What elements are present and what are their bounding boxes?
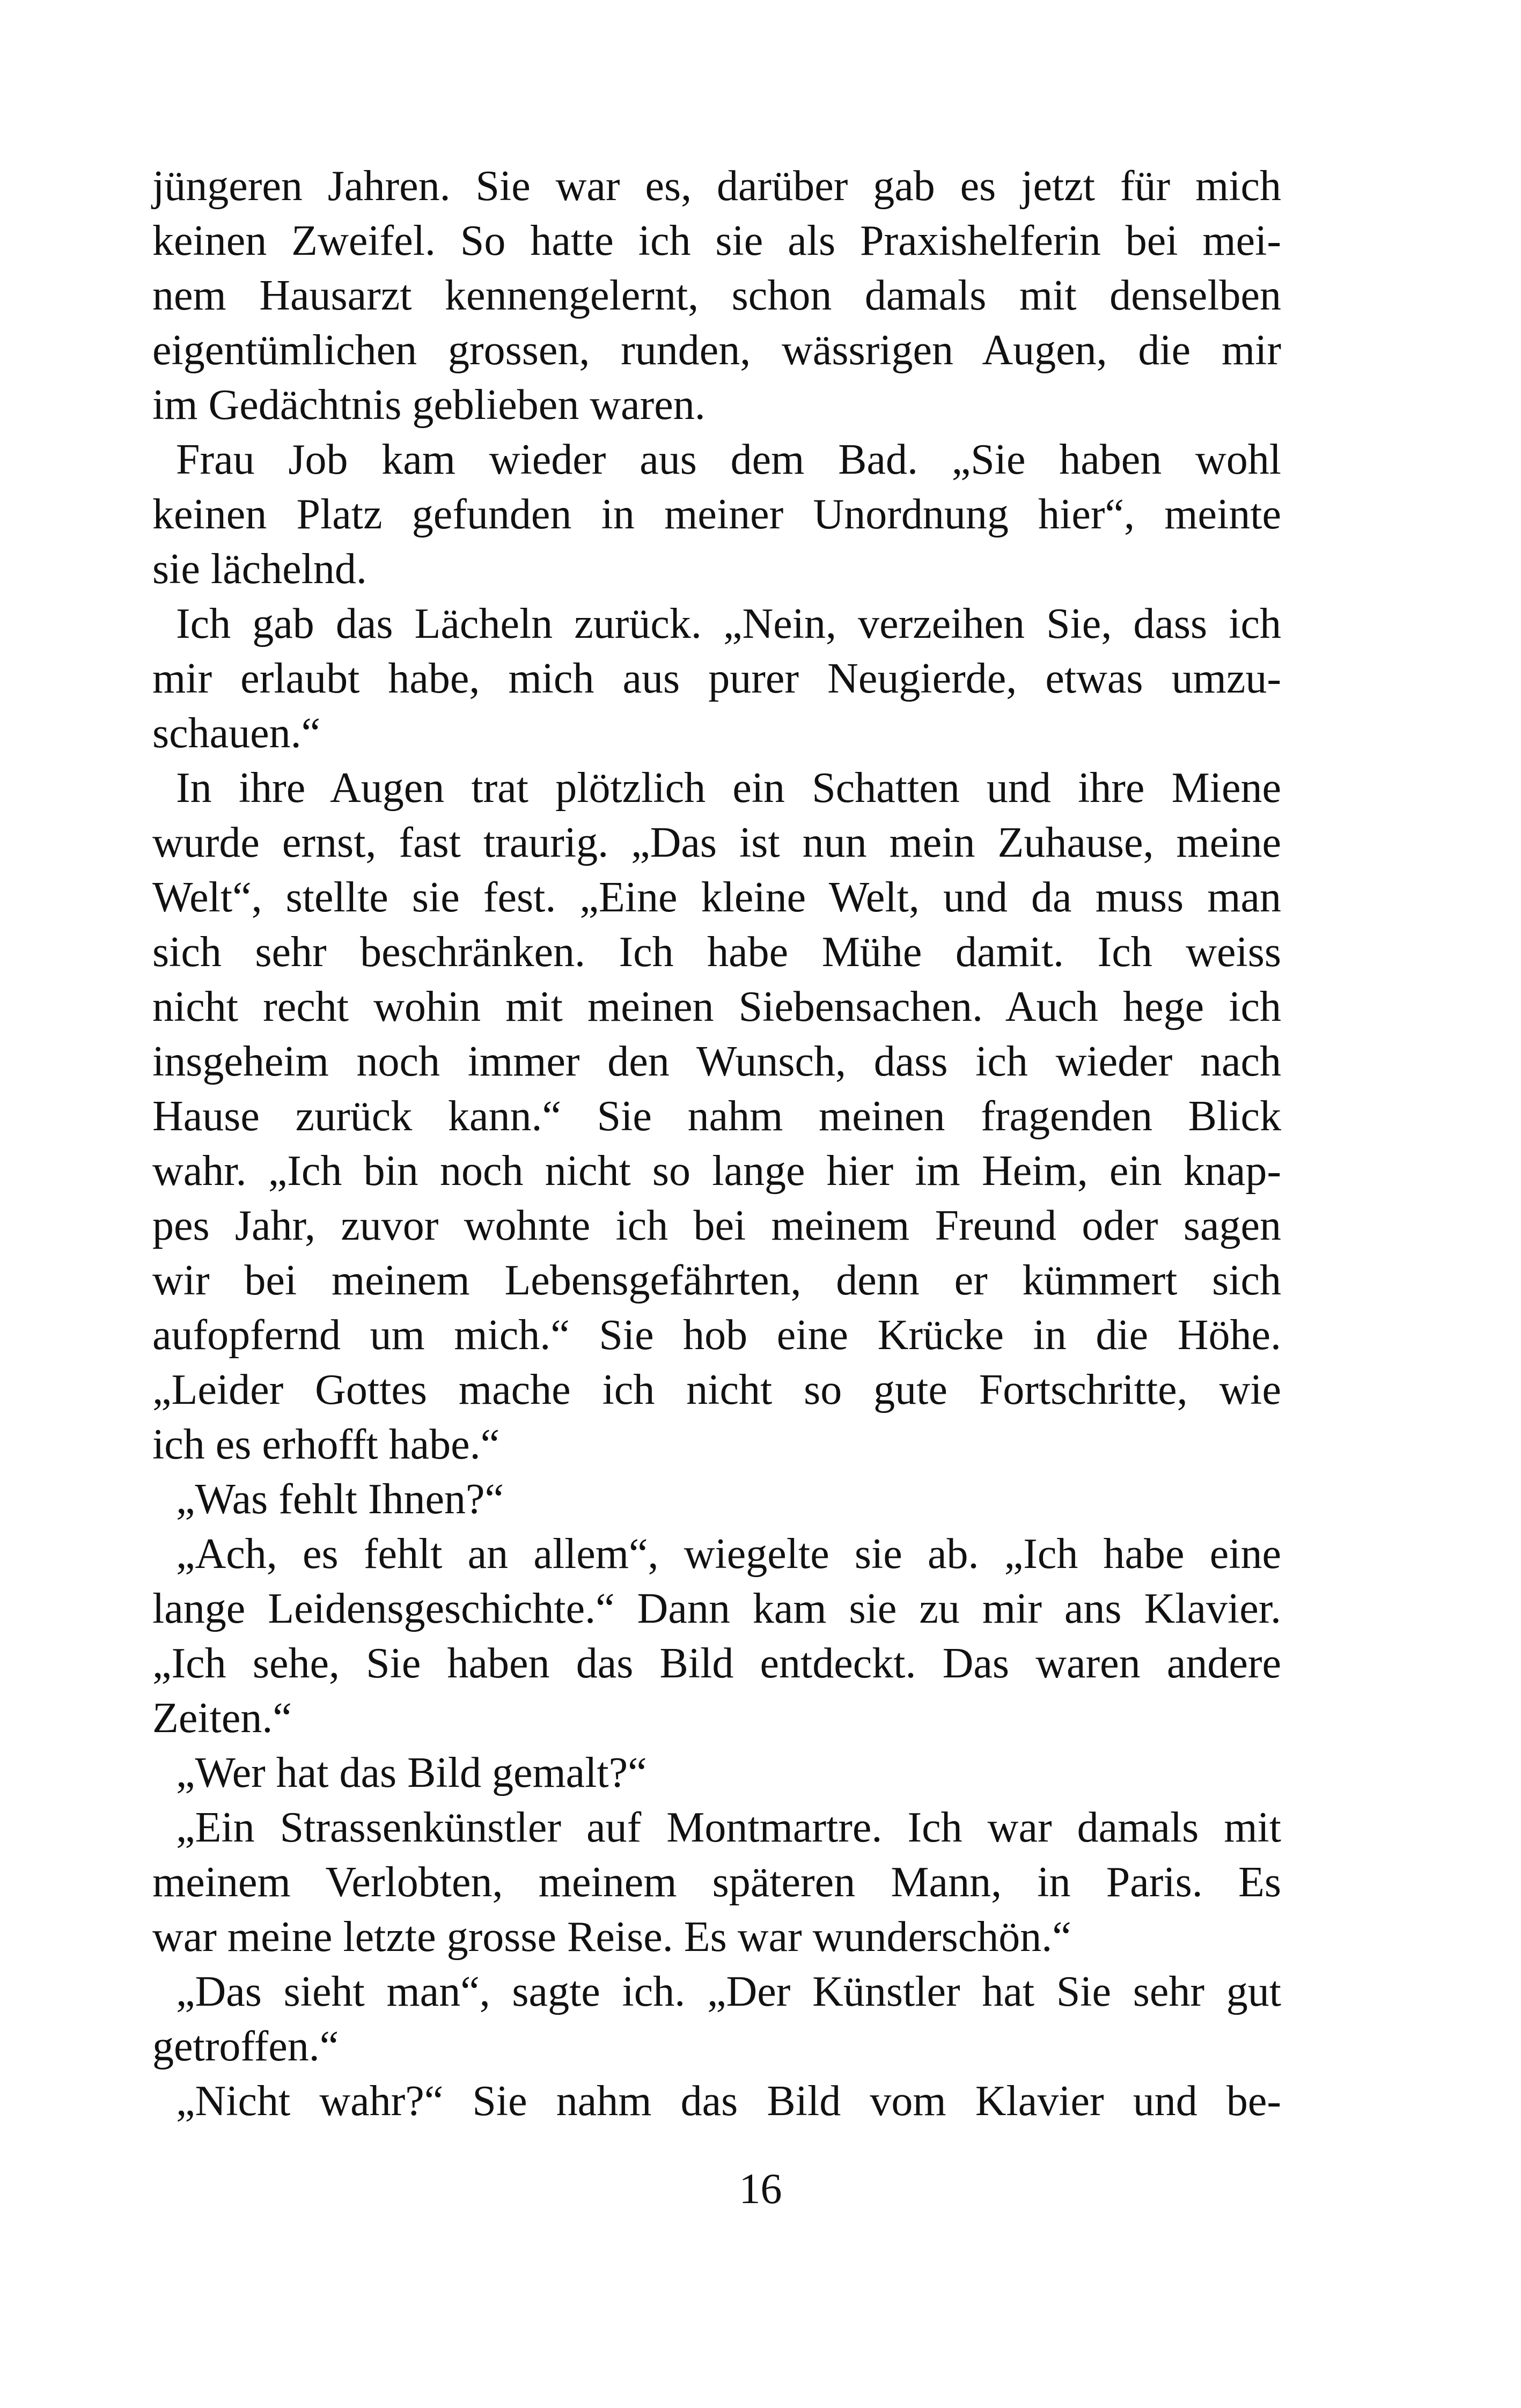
text-line: schauen.“ [152, 710, 321, 757]
text-line: ich es erhofft habe.“ [152, 1421, 500, 1468]
text-line: lange Leidensgeschichte.“ Dann kam sie zu mir ans Klavier. [152, 1585, 1281, 1632]
text-line: eigentümlichen grossen, runden, wässrigen Augen, die mir [152, 327, 1281, 374]
text-line: „Nicht wahr?“ Sie nahm das Bild vom Klavier und be- [176, 2078, 1281, 2125]
text-line: wir bei meinem Lebensgefährten, denn er kümmert sich [152, 1257, 1281, 1304]
text-line: Zeiten.“ [152, 1695, 292, 1742]
text-line: „Was fehlt Ihnen?“ [176, 1476, 504, 1523]
text-line: „Ich sehe, Sie haben das Bild entdeckt. Das waren andere [152, 1640, 1281, 1687]
text-line: sich sehr beschränken. Ich habe Mühe damit. Ich weiss [152, 929, 1281, 976]
text-line: Welt“, stellte sie fest. „Eine kleine Welt, und da muss man [152, 874, 1281, 921]
text-line: In ihre Augen trat plötzlich ein Schatten und ihre Miene [176, 764, 1281, 812]
text-line: jüngeren Jahren. Sie war es, darüber gab es jetzt für mich [152, 163, 1281, 210]
text-line: mir erlaubt habe, mich aus purer Neugierde, etwas umzu- [152, 655, 1281, 702]
page-number: 16 [739, 2166, 782, 2213]
text-line: wurde ernst, fast traurig. „Das ist nun mein Zuhause, meine [152, 819, 1281, 866]
text-line: „Wer hat das Bild gemalt?“ [176, 1749, 647, 1796]
text-line: war meine letzte grosse Reise. Es war wunderschön.“ [152, 1913, 1071, 1961]
text-line: nem Hausarzt kennengelernt, schon damals mit denselben [152, 272, 1281, 319]
text-line: sie lächelnd. [152, 546, 367, 593]
text-line: getroffen.“ [152, 2023, 339, 2070]
text-line: Frau Job kam wieder aus dem Bad. „Sie haben wohl [176, 436, 1281, 483]
text-line: nicht recht wohin mit meinen Siebensachen. Auch hege ich [152, 983, 1281, 1030]
body-text [152, 159, 1281, 2129]
text-line: wahr. „Ich bin noch nicht so lange hier im Heim, ein knap- [152, 1147, 1281, 1195]
text-line: keinen Platz gefunden in meiner Unordnung hier“, meinte [152, 491, 1281, 538]
text-line: „Das sieht man“, sagte ich. „Der Künstler hat Sie sehr gut [176, 1968, 1281, 2015]
text-line: „Leider Gottes mache ich nicht so gute Fortschritte, wie [152, 1366, 1281, 1413]
text-line: meinem Verlobten, meinem späteren Mann, in Paris. Es [152, 1859, 1281, 1906]
text-line: pes Jahr, zuvor wohnte ich bei meinem Freund oder sagen [152, 1202, 1281, 1249]
text-line: keinen Zweifel. So hatte ich sie als Praxishelferin bei mei- [152, 217, 1281, 264]
text-line: Hause zurück kann.“ Sie nahm meinen fragenden Blick [152, 1093, 1281, 1140]
text-line: im Gedächtnis geblieben waren. [152, 381, 706, 429]
text-line: Ich gab das Lächeln zurück. „Nein, verzeihen Sie, dass ich [176, 600, 1281, 647]
text-line: „Ein Strassenkünstler auf Montmartre. Ich war damals mit [176, 1804, 1281, 1851]
text-line: „Ach, es fehlt an allem“, wiegelte sie ab. „Ich habe eine [176, 1530, 1281, 1578]
text-line: aufopfernd um mich.“ Sie hob eine Krücke in die Höhe. [152, 1312, 1281, 1359]
text-line: insgeheim noch immer den Wunsch, dass ich wieder nach [152, 1038, 1281, 1085]
